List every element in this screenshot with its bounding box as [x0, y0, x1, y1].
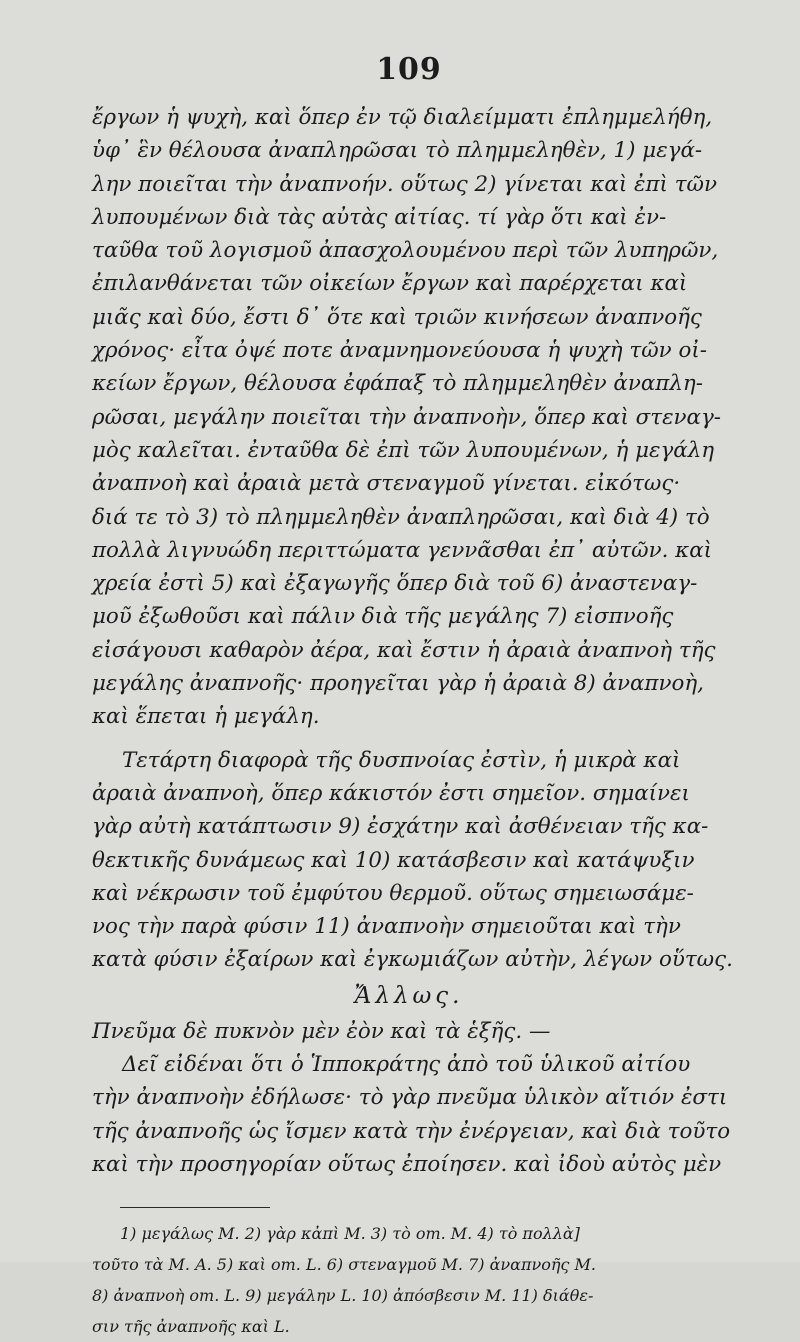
text-line: τῆς ἀναπνοῆς ὡς ἴσμεν κατὰ τὴν ἐνέργειαν, καὶ διὰ τοῦτο: [92, 1118, 731, 1144]
footnote-line: τοῦτο τὰ M. A. 5) καὶ om. L. 6) στεναγμοῦ M. 7) ἀναπνοῆς M.: [92, 1255, 596, 1275]
text-line: εἰσάγουσι καθαρὸν ἀέρα, καὶ ἔστιν ἡ ἀραιὰ ἀναπνοὴ τῆς: [92, 637, 716, 663]
text-line: καὶ τὴν προσηγορίαν οὕτως ἐποίησεν. καὶ ἰδοὺ αὐτὸς μὲν: [92, 1151, 722, 1177]
text-line: κατὰ φύσιν ἐξαίρων καὶ ἐγκωμιάζων αὐτὴν, λέγων οὕτως.: [92, 947, 733, 973]
text-line: Τετάρτη διαφορὰ τῆς δυσπνοίας ἐστὶν, ἡ μικρὰ καὶ: [122, 747, 681, 773]
text-line: λην ποιεῖται τὴν ἀναπνοήν. οὕτως 2) γίνεται καὶ ἐπὶ τῶν: [92, 171, 718, 197]
paragraph-1: [92, 101, 756, 734]
text-line: ἀραιὰ ἀναπνοὴ, ὅπερ κάκιστόν ἐστι σημεῖον. σημαίνει: [92, 780, 690, 806]
text-line: Δεῖ εἰδέναι ὅτι ὁ Ἱπποκράτης ἀπὸ τοῦ ὑλικοῦ αἰτίου: [122, 1052, 691, 1078]
footnote-line: σιν τῆς ἀναπνοῆς καὶ L.: [92, 1317, 290, 1337]
lemma: [92, 1015, 756, 1048]
text-line: μὸς καλεῖται. ἐνταῦθα δὲ ἐπὶ τῶν λυπουμένων, ἡ μεγάλη: [92, 437, 715, 463]
text-line: μιᾶς καὶ δύο, ἔστι δ᾽ ὅτε καὶ τριῶν κινήσεων ἀναπνοῆς: [92, 304, 702, 330]
text-line: μοῦ ἐξωθοῦσι καὶ πάλιν διὰ τῆς μεγάλης 7) εἰσπνοῆς: [92, 604, 674, 630]
text-line: ἀναπνοὴ καὶ ἀραιὰ μετὰ στεναγμοῦ γίνεται. εἰκότως·: [92, 471, 681, 497]
text-line: χρεία ἐστὶ 5) καὶ ἐξαγωγῆς ὅπερ διὰ τοῦ 6) ἀναστεναγ-: [92, 571, 698, 597]
text-line: νος τὴν παρὰ φύσιν 11) ἀναπνοὴν σημειοῦται καὶ τὴν: [92, 914, 681, 940]
lemma-line: Πνεῦμα δὲ πυκνὸν μὲν ἐὸν καὶ τὰ ἑξῆς. —: [92, 1018, 551, 1044]
footnote-divider: [120, 1207, 270, 1208]
text-line: ταῦθα τοῦ λογισμοῦ ἀπασχολουμένου περὶ τῶν λυπηρῶν,: [92, 238, 719, 264]
text-line: χρόνος· εἶτα ὀψέ ποτε ἀναμνημονεύουσα ἡ ψυχὴ τῶν οἰ-: [92, 338, 707, 364]
text-line: ἔργων ἡ ψυχὴ, καὶ ὅπερ ἐν τῷ διαλείμματι ἐπλημμελήθη,: [92, 105, 713, 130]
footnote-line: 1) μεγάλως M. 2) γὰρ κἀπὶ M. 3) τὸ om. M. 4) τὸ πολλὰ]: [120, 1224, 580, 1244]
text-line: μεγάλης ἀναπνοῆς· προηγεῖται γὰρ ἡ ἀραιὰ 8) ἀναπνοὴ,: [92, 671, 704, 697]
footnotes: [92, 1218, 756, 1342]
footnote-line: 8) ἀναπνοὴ om. L. 9) μεγάλην L. 10) ἀπόσβεσιν M. 11) διάθε-: [92, 1286, 594, 1306]
text-line: καὶ νέκρωσιν τοῦ ἐμφύτου θερμοῦ. οὕτως σημειωσάμε-: [92, 880, 694, 906]
text-line: θεκτικῆς δυνάμεως καὶ 10) κατάσβεσιν καὶ κατάψυξιν: [92, 847, 695, 873]
text-line: πολλὰ λιγνυώδη περιττώματα γεννᾶσθαι ἐπ᾽ αὐτῶν. καὶ: [92, 537, 713, 563]
text-line: κείων ἔργων, θέλουσα ἐφάπαξ τὸ πλημμεληθὲν ἀναπλη-: [92, 371, 703, 397]
page-number: 109: [376, 52, 442, 87]
text-line: διά τε τὸ 3) τὸ πλημμεληθὲν ἀναπληρῶσαι, καὶ διὰ 4) τὸ: [92, 504, 710, 530]
text-line: καὶ ἕπεται ἡ μεγάλη.: [92, 704, 320, 730]
paragraph-3: [92, 1048, 756, 1181]
text-line: γὰρ αὐτὴ κατάπτωσιν 9) ἐσχάτην καὶ ἀσθένειαν τῆς κα-: [92, 814, 709, 840]
text-line: τὴν ἀναπνοὴν ἐδήλωσε· τὸ γὰρ πνεῦμα ὑλικὸν αἴτιόν ἐστι: [92, 1085, 728, 1111]
section-heading: Ἄλλως.: [354, 982, 464, 1009]
text-line: ρῶσαι, μεγάλην ποιεῖται τὴν ἀναπνοὴν, ὅπερ καὶ στεναγ-: [92, 404, 722, 430]
paragraph-2: [92, 744, 756, 977]
text-line: λυπουμένων διὰ τὰς αὐτὰς αἰτίας. τί γὰρ ὅτι καὶ ἐν-: [92, 204, 667, 230]
text-line: ὑφ᾽ ἓν θέλουσα ἀναπληρῶσαι τὸ πλημμεληθὲν, 1) μεγά-: [92, 138, 703, 164]
text-line: ἐπιλανθάνεται τῶν οἰκείων ἔργων καὶ παρέρχεται καὶ: [92, 271, 688, 297]
